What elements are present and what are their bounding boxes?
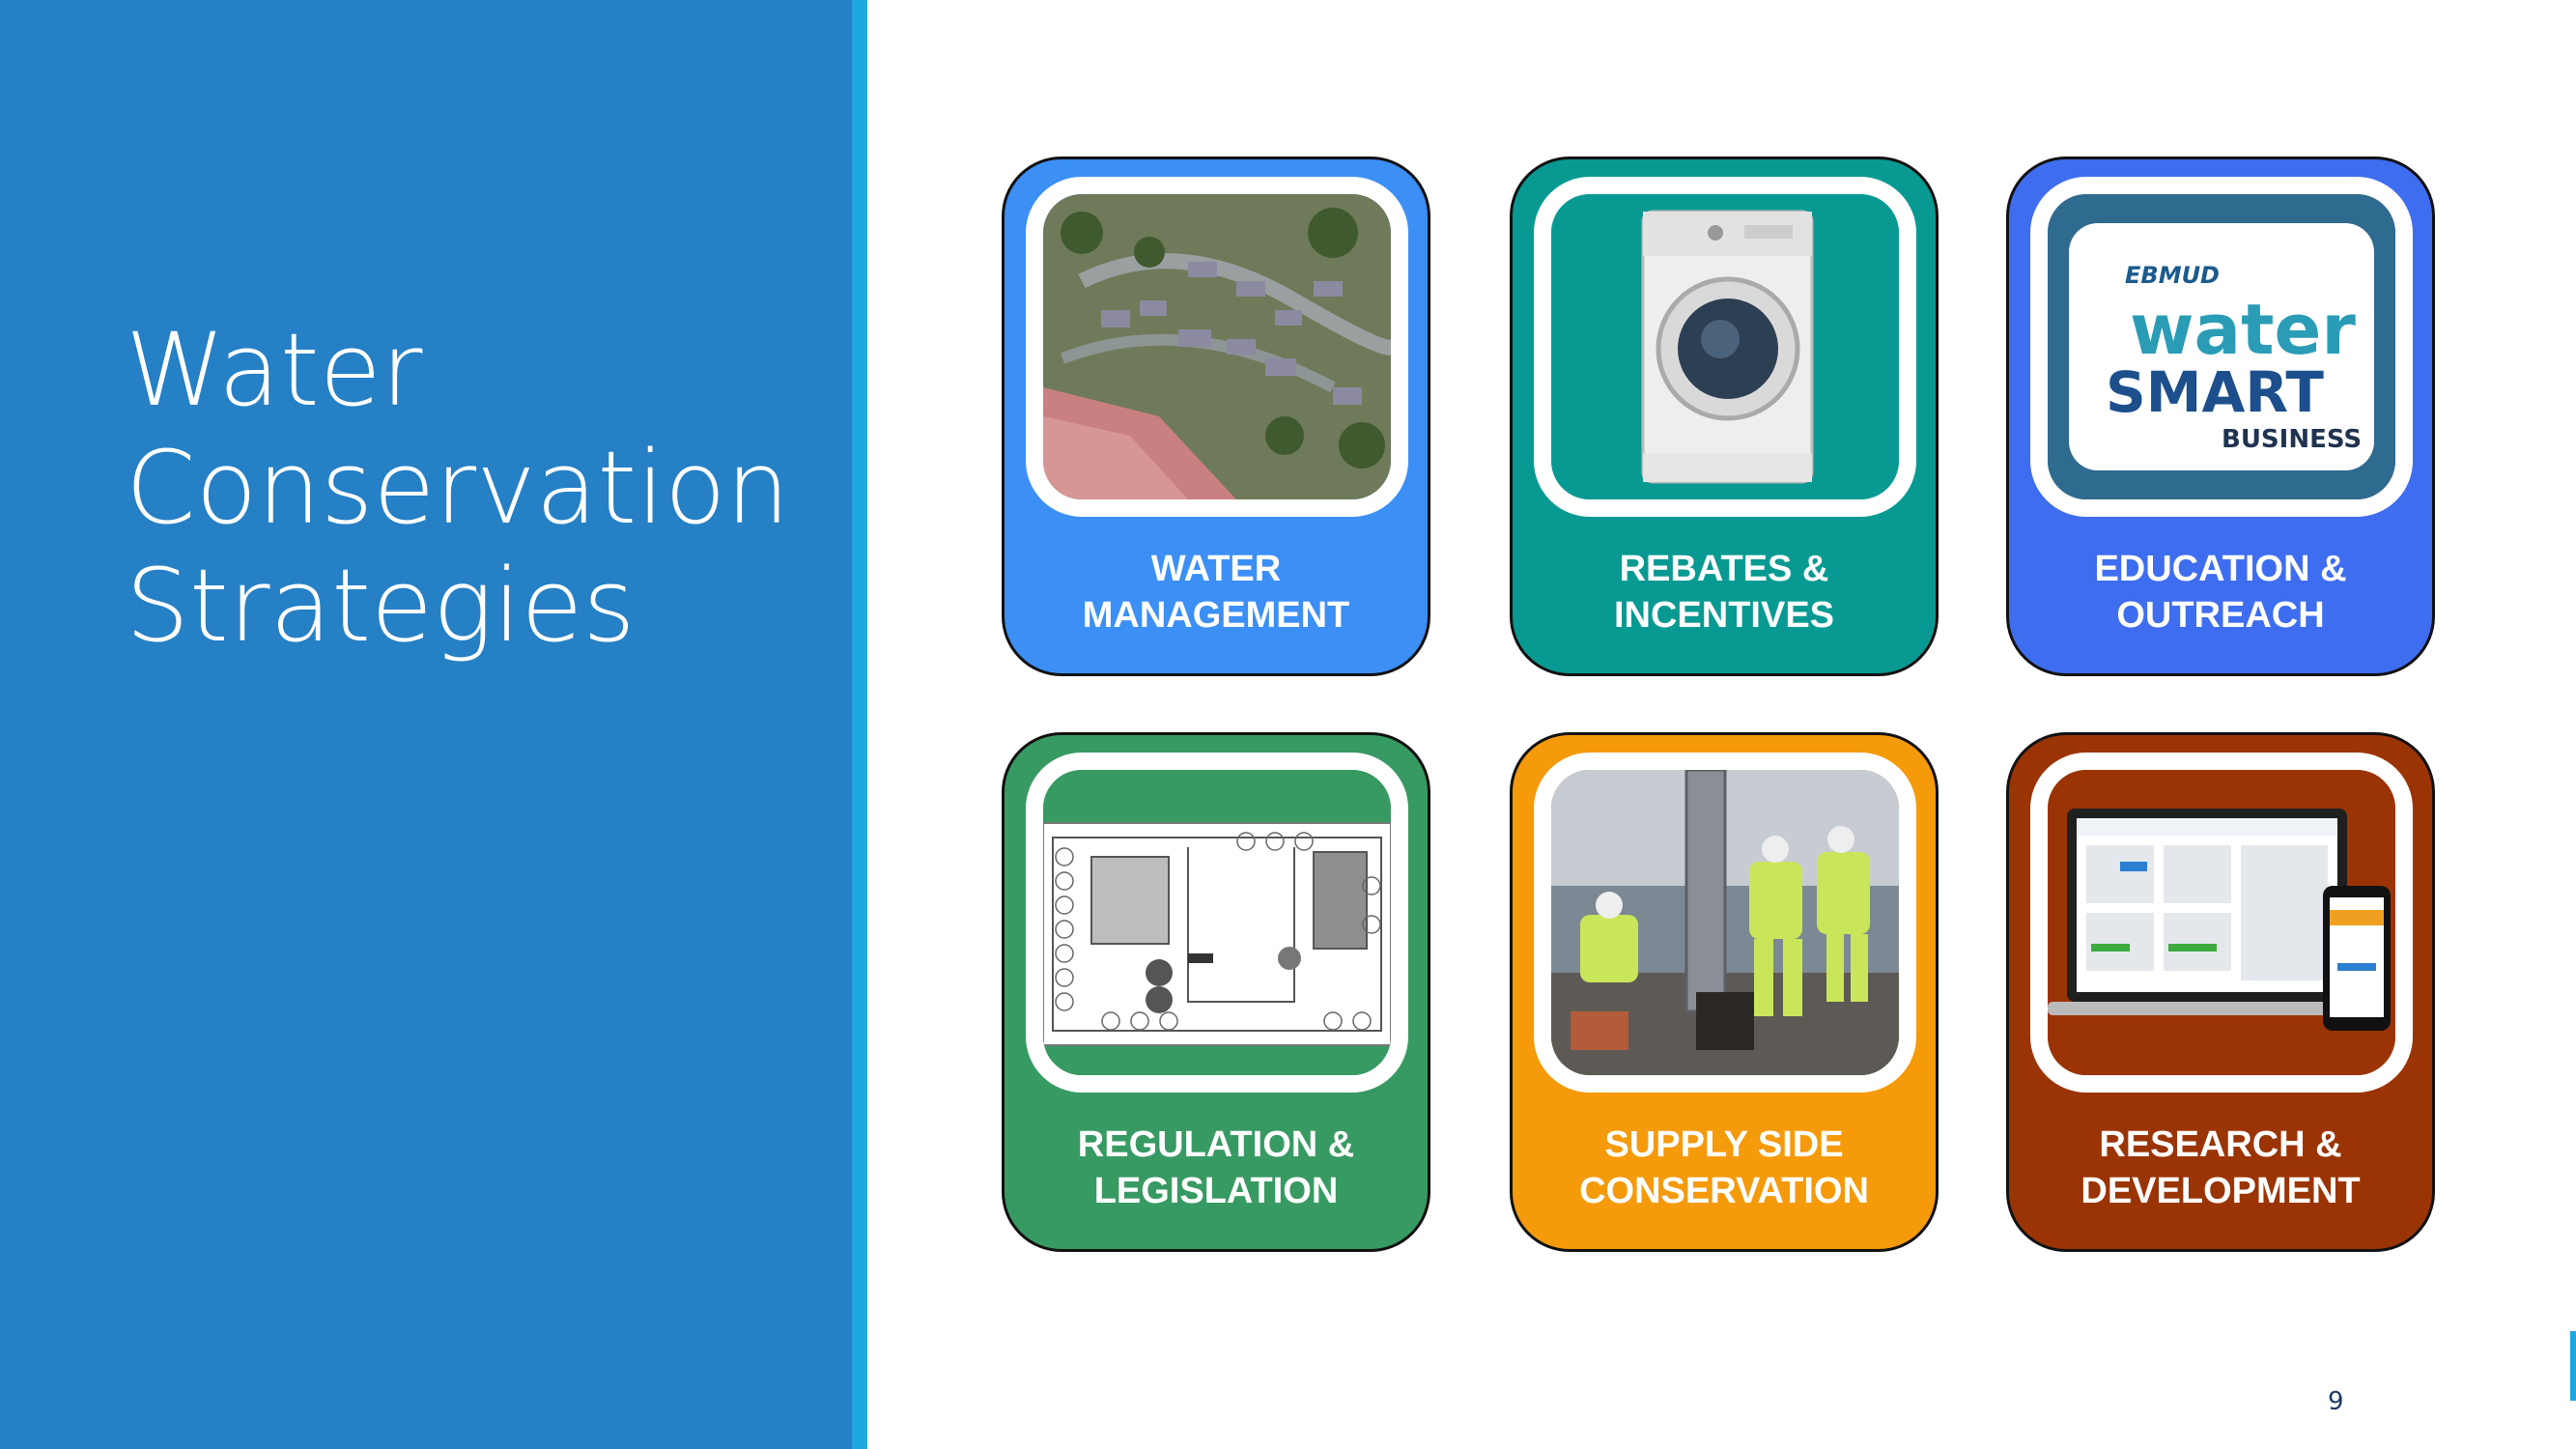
tile-label-line-1: REBATES &	[1619, 549, 1829, 589]
tile-label-line-2: INCENTIVES	[1613, 595, 1835, 636]
tile-label-line-2: LEGISLATION	[1093, 1171, 1339, 1211]
tile-water-management[interactable]	[1002, 156, 1430, 676]
title-panel	[0, 0, 852, 1449]
watersmart-logo	[2030, 177, 2413, 517]
logo-word-business: BUSINESS	[2222, 425, 2363, 454]
logo-brand: EBMUD	[2125, 262, 2220, 289]
tile-research-development[interactable]	[2006, 732, 2435, 1252]
washing-machine-photo	[1534, 177, 1916, 517]
tile-label-line-2: MANAGEMENT	[1082, 595, 1350, 636]
tile-education-outreach[interactable]	[2006, 156, 2435, 676]
tile-label-line-2: CONSERVATION	[1579, 1171, 1869, 1211]
tile-label-line-1: SUPPLY SIDE	[1604, 1124, 1844, 1165]
pipe-repair-crew-photo	[1534, 753, 1916, 1093]
logo-word-water: water	[2130, 289, 2356, 370]
tile-label	[2019, 546, 2422, 639]
laptop-phone-dashboard	[2030, 753, 2413, 1093]
tile-label-line-2: OUTREACH	[2116, 595, 2325, 636]
tile-label-line-1: RESEARCH &	[2099, 1124, 2342, 1165]
tile-label-line-2: DEVELOPMENT	[2081, 1171, 2361, 1211]
accent-stripe	[852, 0, 867, 1449]
tile-label	[1014, 1122, 1418, 1214]
title-line-3: Strategies	[126, 547, 636, 665]
edge-accent	[2570, 1331, 2576, 1401]
logo-word-smart: SMART	[2106, 359, 2324, 425]
site-plan-drawing	[1026, 753, 1408, 1093]
tile-label	[1014, 546, 1418, 639]
page-number: 9	[2328, 1387, 2344, 1416]
tile-label-line-1: WATER	[1150, 549, 1282, 589]
tile-label	[2019, 1122, 2422, 1214]
aerial-neighborhood-photo	[1026, 177, 1408, 517]
tile-rebates-incentives[interactable]	[1510, 156, 1939, 676]
slide-title	[126, 311, 821, 665]
title-line-2: Conservation	[126, 429, 790, 547]
title-line-1: Water	[126, 311, 423, 429]
tile-supply-side-conservation[interactable]	[1510, 732, 1939, 1252]
tile-label	[1522, 1122, 1926, 1214]
tile-label-line-1: EDUCATION &	[2094, 549, 2347, 589]
tile-label	[1522, 546, 1926, 639]
tile-label-line-1: REGULATION &	[1077, 1124, 1355, 1165]
tile-regulation-legislation[interactable]	[1002, 732, 1430, 1252]
